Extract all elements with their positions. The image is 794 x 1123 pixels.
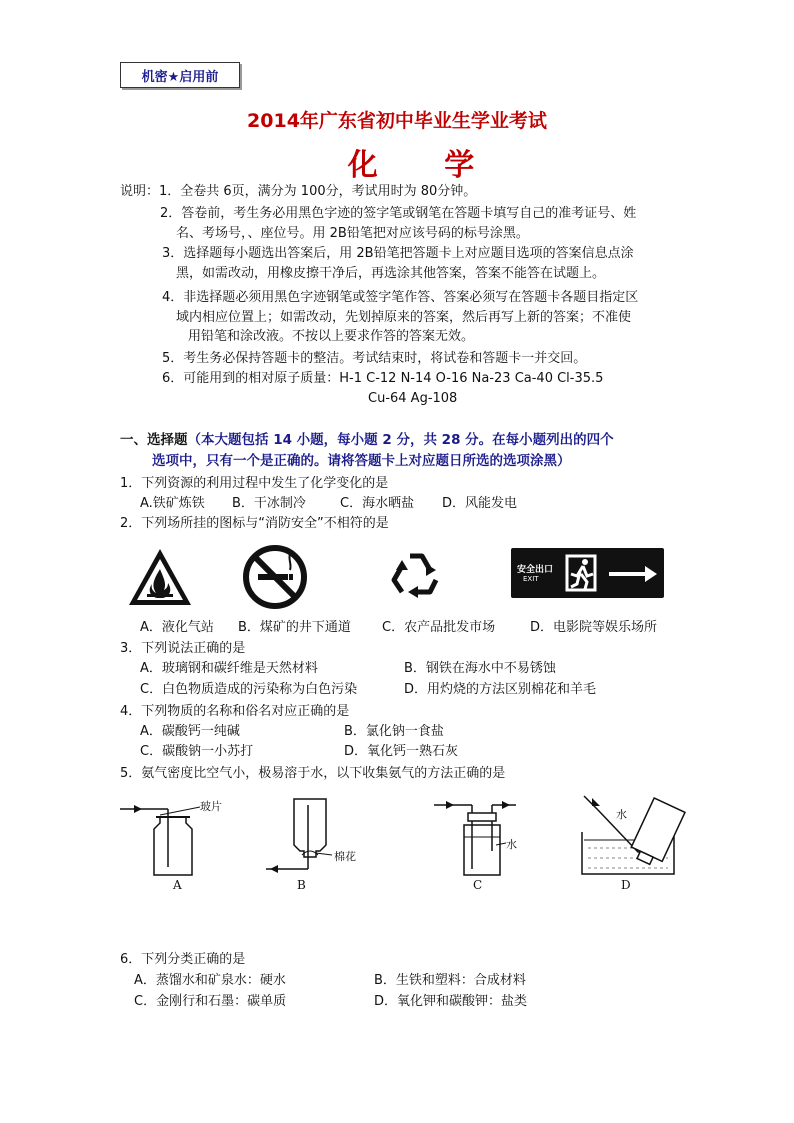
apparatus-c-water-bottle-icon (430, 795, 540, 880)
recycling-icon (386, 546, 446, 606)
apparatus-b-inverted-bottle-icon (256, 795, 366, 880)
q2-stem: 2．下列场所挂的图标与“消防安全”不相符的是 (120, 516, 389, 531)
q3-option-c: C．白色物质造成的污染称为白色污染 (140, 682, 358, 697)
q1-option-d: D．风能发电 (442, 496, 518, 511)
instruction-line: 3．选择题每小题选出答案后，用 2B铅笔把答题卡上对应题目选项的答案信息点涂 (162, 246, 634, 261)
apparatus-d-water-trough-icon (578, 792, 688, 882)
label-d: D (621, 878, 631, 892)
label-water-d: 水 (616, 808, 627, 821)
q3-stem: 3．下列说法正确的是 (120, 641, 246, 656)
instruction-line: 名、考场号，、座位号。用 2B铅笔把对应该号码的标号涂黑。 (176, 226, 529, 241)
instruction-line: 5．考生务必保持答题卡的整洁。考试结束时，将试卷和答题卡一并交回。 (162, 351, 587, 366)
instruction-line: 黑，如需改动，用橡皮擦干净后，再选涂其他答案，答案不能答在试题上。 (176, 266, 606, 281)
instruction-line: 用铅笔和涂改液。不按以上要求作答的答案无效。 (188, 329, 475, 344)
q2-option-b: B．煤矿的井下通道 (238, 620, 351, 635)
q6-option-a: A．蒸馏水和矿泉水：硬水 (134, 973, 286, 988)
q4-option-b: B．氯化钠一食盐 (344, 724, 444, 739)
q6-option-b: B．生铁和塑料：合成材料 (374, 973, 526, 988)
instruction-line: 4．非选择题必须用黑色字迹钢笔或签字笔作答、答案必须写在答题卡各题目指定区 (162, 290, 639, 305)
label-glass-slide: 玻片 (200, 800, 222, 813)
q2-option-c: C．农产品批发市场 (382, 620, 496, 635)
instruction-line: Cu-64 Ag-108 (368, 391, 458, 406)
q3-option-a: A．玻璃钢和碳纤维是天然材料 (140, 661, 318, 676)
exam-title: 2014年广东省初中毕业生学业考试 (247, 110, 547, 132)
q6-stem: 6．下列分类正确的是 (120, 952, 246, 967)
exit-sign-cn: 安全出口 (517, 565, 554, 575)
flammable-warning-icon (127, 547, 193, 607)
q5-stem: 5．氨气密度比空气小，极易溶于水，以下收集氨气的方法正确的是 (120, 766, 506, 781)
q1-option-c: C．海水晒盐 (340, 496, 415, 511)
exit-sign-en: EXIT (523, 575, 539, 583)
q2-option-d: D．电影院等娱乐场所 (530, 620, 658, 635)
q2-option-a: A．液化气站 (140, 620, 214, 635)
q1-stem: 1．下列资源的利用过程中发生了化学变化的是 (120, 476, 389, 491)
running-man-arrow-icon (565, 554, 661, 592)
section-title: 一、选择题 (120, 432, 188, 448)
section-desc-2: 选项中，只有一个是正确的。请将答题卡上对应题日所选的选项涂黑） (152, 453, 571, 469)
label-cotton: 棉花 (334, 850, 356, 863)
label-b: B (297, 878, 306, 892)
q4-option-c: C．碳酸钠一小苏打 (140, 744, 254, 759)
subject-title: 化 学 (347, 148, 503, 183)
confidential-stamp: 机密★启用前 (120, 62, 240, 88)
exit-sign (511, 548, 664, 598)
q6-option-c: C．金刚行和石墨：碳单质 (134, 994, 287, 1009)
section-heading (120, 430, 614, 450)
q1-option-b: B．干冰制冷 (232, 496, 306, 511)
instruction-line: 6．可能用到的相对原子质量：H-1 C-12 N-14 O-16 Na-23 Ca-40 Cl-35.5 (162, 371, 604, 386)
q1-option-a: A.铁矿炼铁 (140, 496, 205, 511)
label-a: A (173, 878, 182, 892)
section-desc-1: （本大题包括 14 小题，每小题 2 分，共 28 分。在每小题列出的四个 (187, 432, 614, 448)
label-water-c: 水 (506, 838, 517, 851)
no-smoking-icon (242, 544, 308, 610)
q6-option-d: D．氧化钾和碳酸钾：盐类 (374, 994, 528, 1009)
instruction-line: 域内相应位置上；如需改动，先划掉原来的答案，然后再写上新的答案；不准使 (176, 310, 632, 325)
instruction-line: 2．答卷前，考生务必用黑色字迹的签字笔或钢笔在答题卡填写自己的准考证号、姓 (160, 206, 637, 221)
label-c: C (473, 878, 483, 892)
q3-option-b: B．钢铁在海水中不易锈蚀 (404, 661, 556, 676)
q4-option-a: A．碳酸钙一纯碱 (140, 724, 240, 739)
instruction-line: 说明：1．全卷共 6页，满分为 100分，考试用时为 80分钟。 (120, 184, 477, 199)
q3-option-d: D．用灼烧的方法区别棉花和羊毛 (404, 682, 597, 697)
q4-option-d: D．氧化钙一熟石灰 (344, 744, 459, 759)
q4-stem: 4．下列物质的名称和俗名对应正确的是 (120, 704, 350, 719)
